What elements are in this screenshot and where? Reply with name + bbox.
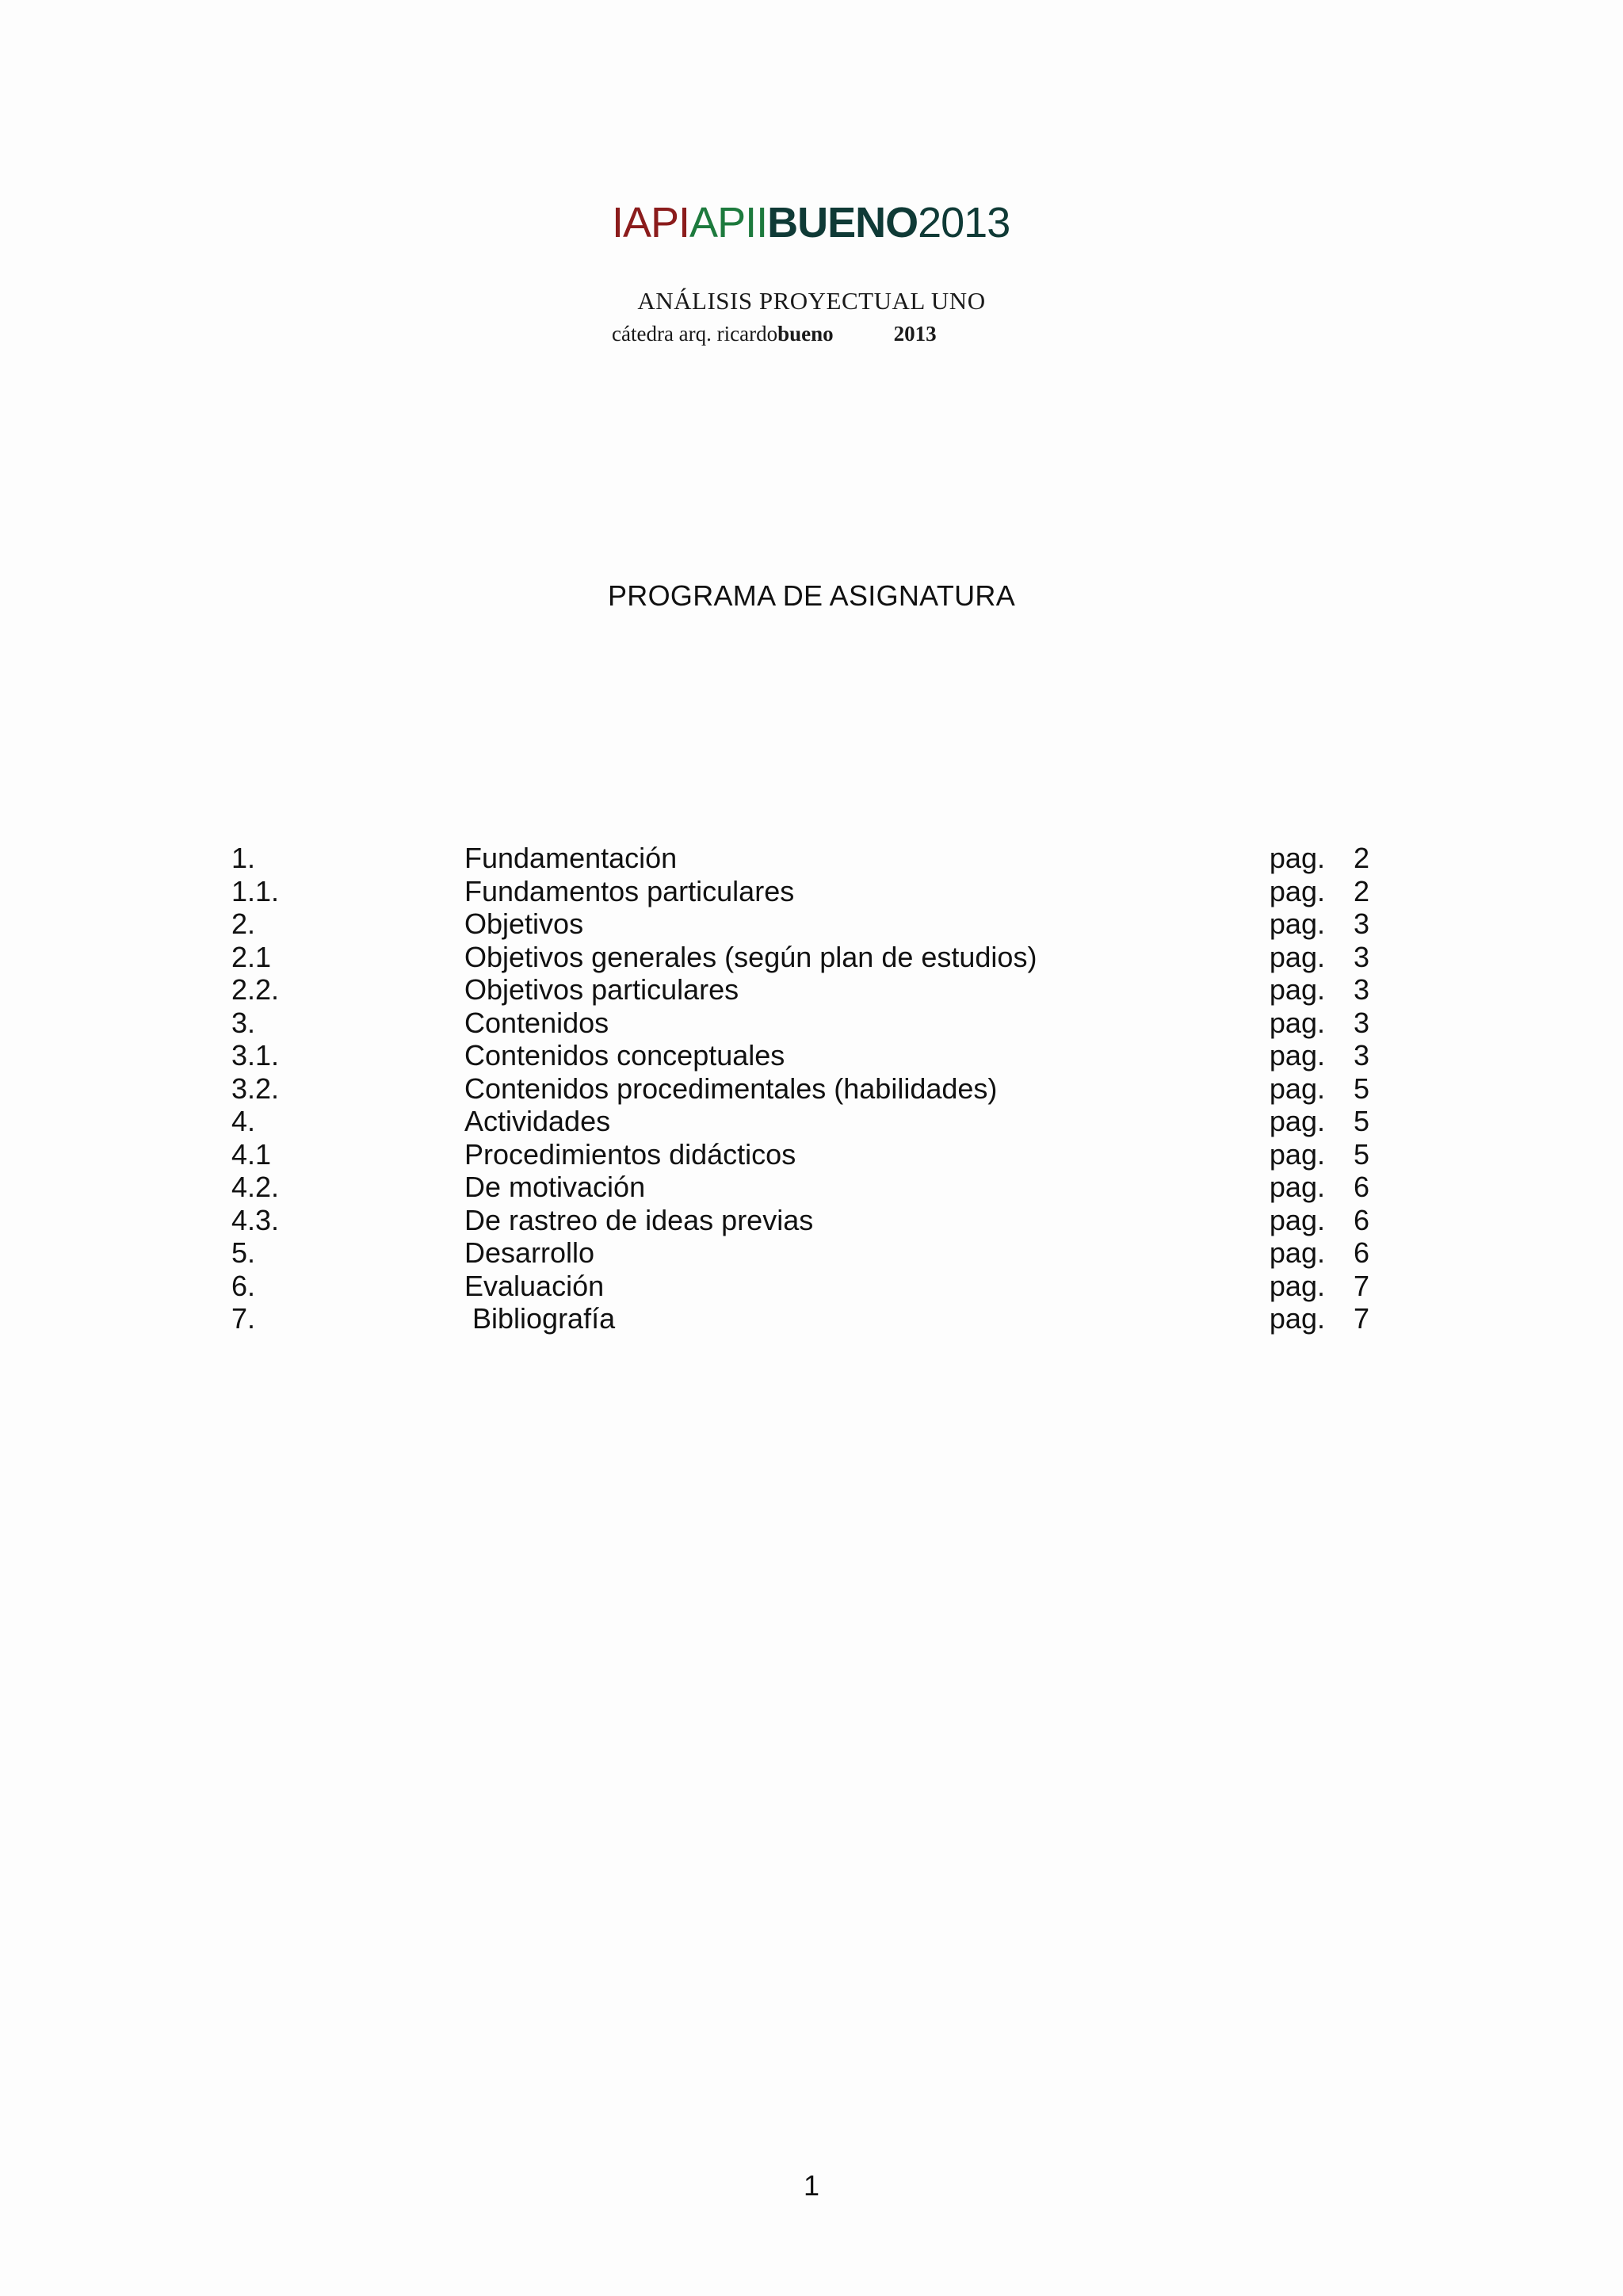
toc-entry-title: Contenidos conceptuales <box>464 1039 785 1072</box>
toc-entry-page: pag. 6 <box>1269 1203 1369 1236</box>
document-title: PROGRAMA DE ASIGNATURA <box>607 579 1016 612</box>
logo-text-bueno: BUENO <box>767 199 918 246</box>
toc-entry-number: 6. <box>231 1269 256 1302</box>
toc-entry <box>231 1270 1369 1303</box>
course-year: 2013 <box>893 322 937 346</box>
course-subtitle-bold: bueno <box>777 322 834 346</box>
toc-entry-number: 4.1 <box>231 1137 272 1171</box>
course-title: ANÁLISIS PROYECTUAL UNO <box>637 287 986 315</box>
course-subtitle-prefix: cátedra arq. ricardo <box>612 322 778 346</box>
toc-entry-title: Evaluación <box>464 1269 605 1302</box>
toc-entry-number: 3. <box>231 1006 256 1039</box>
toc-entry-page: pag. 6 <box>1269 1236 1369 1269</box>
toc-entry-title: Fundamentos particulares <box>464 874 795 907</box>
toc-entry-title: De rastreo de ideas previas <box>464 1203 814 1236</box>
toc-entry-number: 1. <box>231 842 256 874</box>
toc-entry-number: 2.2. <box>231 973 280 1006</box>
toc-entry <box>231 907 1369 941</box>
toc-entry-page: pag. 3 <box>1269 1039 1369 1072</box>
toc-entry-page: pag. 2 <box>1269 842 1369 874</box>
toc-entry-title: Objetivos <box>464 907 584 940</box>
toc-entry <box>231 1039 1369 1072</box>
toc-entry-page: pag. 6 <box>1269 1171 1369 1203</box>
toc-entry-title: Bibliografía <box>464 1302 616 1335</box>
toc-entry <box>231 941 1369 974</box>
toc-entry-title: Contenidos <box>464 1006 609 1039</box>
toc-entry-page: pag. 3 <box>1269 1006 1369 1039</box>
brand-logo <box>612 197 1010 244</box>
toc-entry-number: 2.1 <box>231 940 272 973</box>
toc-entry-title: Desarrollo <box>464 1236 595 1269</box>
toc-entry-number: 4.3. <box>231 1203 280 1236</box>
toc-entry <box>231 973 1369 1007</box>
page-number: 1 <box>803 2169 820 2202</box>
toc-entry-title: Procedimientos didácticos <box>464 1137 796 1171</box>
toc-entry-number: 3.1. <box>231 1039 280 1072</box>
toc-entry-title: Contenidos procedimentales (habilidades) <box>464 1072 998 1105</box>
toc-entry-page: pag. 2 <box>1269 874 1369 907</box>
toc-entry-number: 4.2. <box>231 1171 280 1203</box>
logo-text-green-part: APII <box>689 199 768 246</box>
toc-entry-page: pag. 5 <box>1269 1137 1369 1171</box>
toc-entry <box>231 1072 1369 1106</box>
toc-entry-number: 5. <box>231 1236 256 1269</box>
toc-entry <box>231 1105 1369 1138</box>
toc-entry-page: pag. 5 <box>1269 1105 1369 1137</box>
toc-entry-page: pag. 7 <box>1269 1269 1369 1302</box>
toc-entry <box>231 1236 1369 1270</box>
toc-entry <box>231 1007 1369 1040</box>
logo-text-year: 2013 <box>918 199 1010 246</box>
toc-entry <box>231 1204 1369 1237</box>
toc-entry-title: Objetivos particulares <box>464 973 739 1006</box>
toc-entry-title: De motivación <box>464 1171 646 1203</box>
logo-text-red-part: IAPI <box>612 199 690 246</box>
toc-entry <box>231 875 1369 908</box>
toc-entry-page: pag. 5 <box>1269 1072 1369 1105</box>
toc-entry-number: 2. <box>231 907 256 940</box>
toc-entry-page: pag. 3 <box>1269 973 1369 1006</box>
toc-entry-page: pag. 3 <box>1269 940 1369 973</box>
toc-entry-number: 7. <box>231 1302 256 1335</box>
toc-entry-page: pag. 3 <box>1269 907 1369 940</box>
toc-entry <box>231 1302 1369 1335</box>
toc-entry-title: Objetivos generales (según plan de estudios) <box>464 940 1037 973</box>
logo-text-red <box>612 201 767 244</box>
toc-entry <box>231 1138 1369 1171</box>
toc-entry-number: 4. <box>231 1105 256 1137</box>
toc-entry-title: Fundamentación <box>464 842 678 874</box>
course-subtitle <box>612 322 937 346</box>
toc-entry <box>231 842 1369 875</box>
toc-entry-title: Actividades <box>464 1105 611 1137</box>
toc-entry-page: pag. 7 <box>1269 1302 1369 1335</box>
toc-entry <box>231 1171 1369 1204</box>
toc-entry-number: 3.2. <box>231 1072 280 1105</box>
table-of-contents <box>231 842 1369 1335</box>
toc-entry-number: 1.1. <box>231 874 280 907</box>
